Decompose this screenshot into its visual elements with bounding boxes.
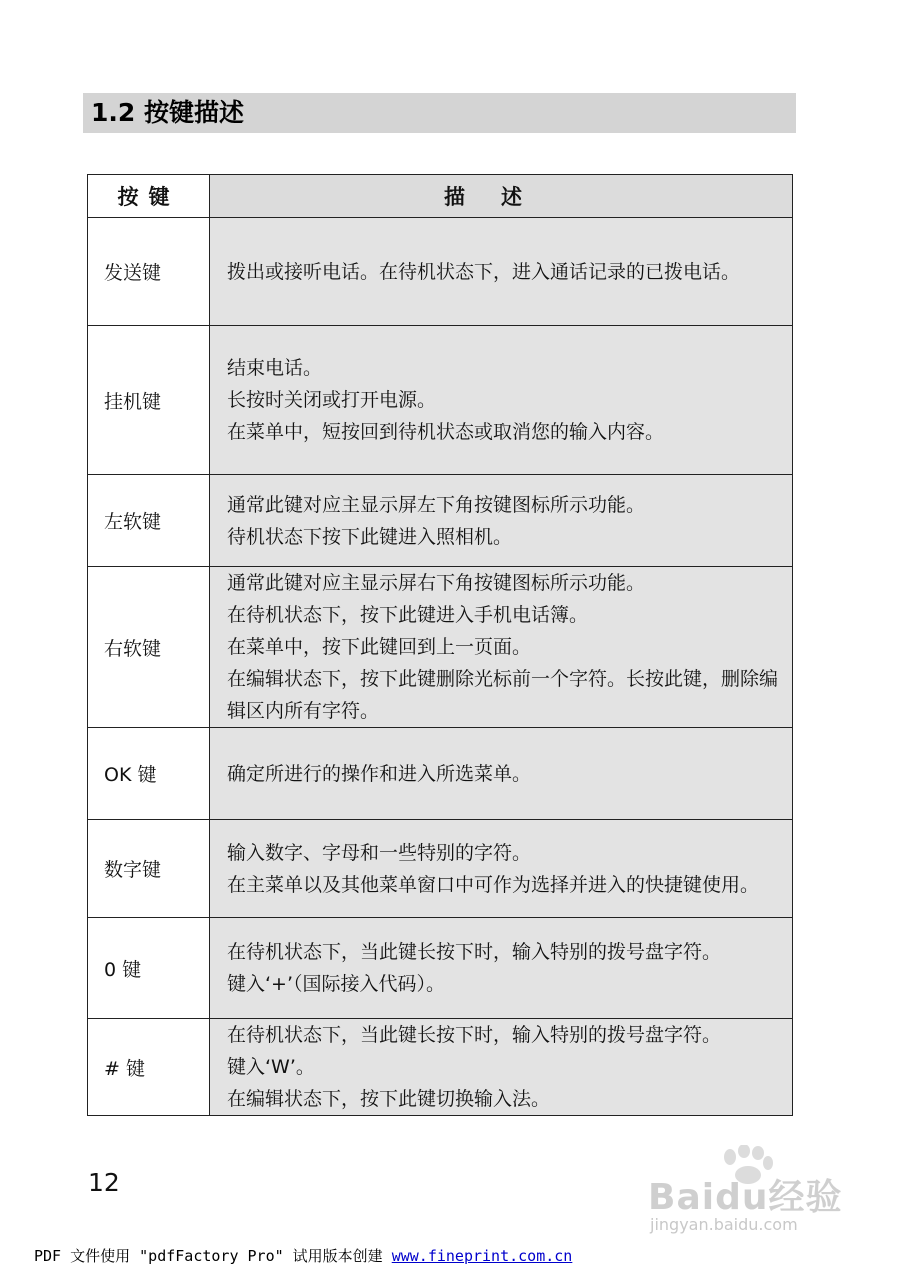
description-line: 在菜单中，短按回到待机状态或取消您的输入内容。	[227, 421, 665, 443]
row-description	[210, 567, 793, 728]
page-number: 12	[88, 1168, 120, 1197]
row-key: 数字键	[88, 820, 210, 918]
description-line: 在主菜单以及其他菜单窗口中可作为选择并进入的快捷键使用。	[227, 873, 760, 896]
table-header-row	[88, 175, 793, 218]
row-description	[210, 820, 793, 918]
description-line: 拨出或接听电话。在待机状态下，进入通话记录的已拨电话。	[227, 260, 741, 283]
table-row	[88, 326, 793, 475]
description-line: 待机状态下按下此键进入照相机。	[227, 525, 513, 548]
row-key: 右软键	[88, 567, 210, 728]
table-row	[88, 820, 793, 918]
row-key: 左软键	[88, 475, 210, 567]
row-description	[210, 918, 793, 1019]
description-line: 在编辑状态下，按下此键删除光标前一个字符。长按此键，删除编辑区内所有字符。	[227, 668, 779, 722]
description-line: 在编辑状态下，按下此键切换输入法。	[227, 1088, 551, 1110]
description-line: 长按时关闭或打开电源。	[227, 389, 437, 411]
description-line: 在待机状态下，按下此键进入手机电话簿。	[227, 604, 589, 626]
row-key: 挂机键	[88, 326, 210, 475]
description-line: 确定所进行的操作和进入所选菜单。	[227, 762, 532, 785]
description-line: 通常此键对应主显示屏左下角按键图标所示功能。	[227, 493, 646, 516]
header-description: 描述	[210, 175, 793, 218]
table-row	[88, 567, 793, 728]
row-key: 0 键	[88, 918, 210, 1019]
baidu-watermark	[640, 1145, 880, 1245]
row-description	[210, 475, 793, 567]
description-line: 键入‘+’（国际接入代码）。	[227, 973, 445, 995]
watermark-url: jingyan.baidu.com	[650, 1215, 798, 1234]
description-line: 在菜单中，按下此键回到上一页面。	[227, 636, 532, 658]
row-description	[210, 1019, 793, 1116]
description-line: 键入‘W’。	[227, 1056, 315, 1078]
description-line: 通常此键对应主显示屏右下角按键图标所示功能。	[227, 572, 646, 594]
row-key: OK 键	[88, 728, 210, 820]
row-description	[210, 218, 793, 326]
section-heading: 1.2 按键描述	[83, 93, 796, 133]
description-line: 在待机状态下，当此键长按下时，输入特别的拨号盘字符。	[227, 941, 722, 963]
description-line: 输入数字、字母和一些特别的字符。	[227, 841, 532, 864]
footer-link[interactable]: www.fineprint.com.cn	[391, 1247, 573, 1265]
footer-text: PDF 文件使用 "pdfFactory Pro" 试用版本创建	[34, 1247, 392, 1265]
key-description-table	[87, 174, 793, 1116]
row-key: # 键	[88, 1019, 210, 1116]
table-row	[88, 218, 793, 326]
table-row	[88, 728, 793, 820]
header-key: 按键	[88, 175, 210, 218]
row-description	[210, 728, 793, 820]
table-row	[88, 475, 793, 567]
watermark-logo: Baidu经验	[648, 1177, 843, 1218]
table-row	[88, 918, 793, 1019]
pdf-footer	[34, 1245, 572, 1266]
table-row	[88, 1019, 793, 1116]
description-line: 在待机状态下，当此键长按下时，输入特别的拨号盘字符。	[227, 1024, 722, 1046]
row-description	[210, 326, 793, 475]
description-line: 结束电话。	[227, 357, 323, 379]
row-key: 发送键	[88, 218, 210, 326]
